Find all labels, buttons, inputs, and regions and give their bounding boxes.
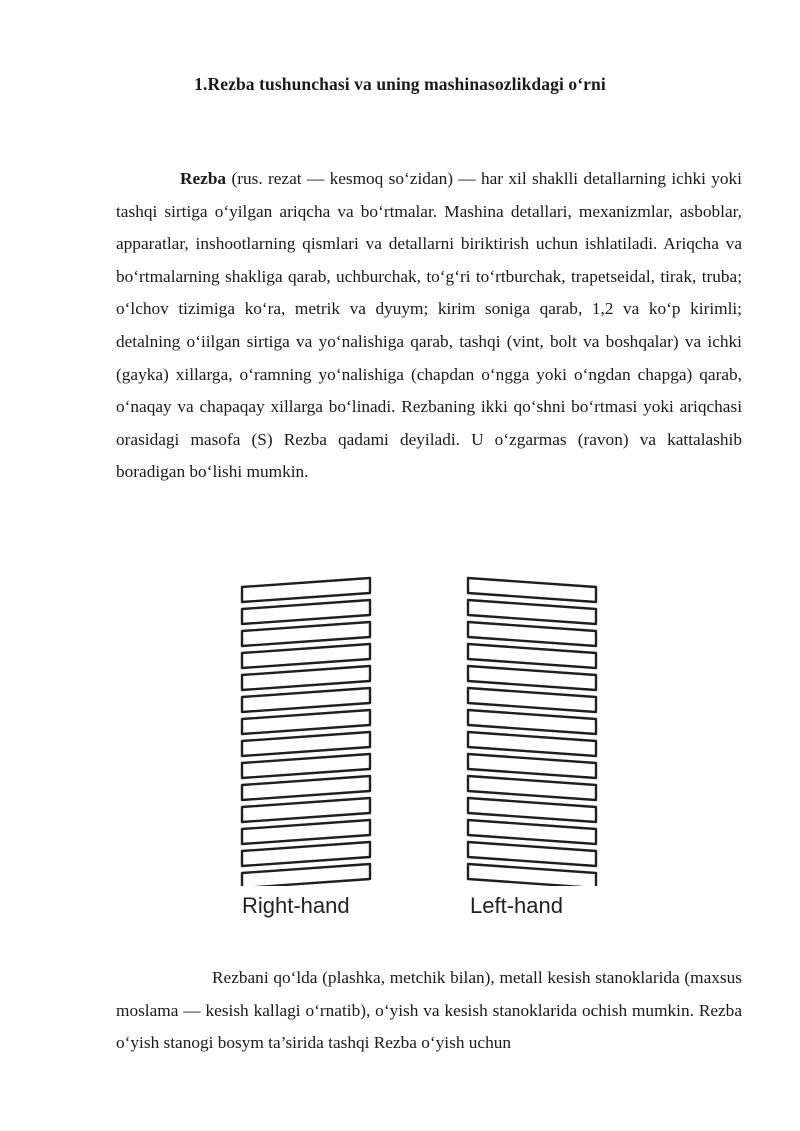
left-hand-thread	[468, 578, 596, 886]
thread-turn	[242, 732, 370, 756]
thread-handedness-figure	[230, 566, 620, 936]
thread-turn	[242, 864, 370, 886]
thread-turn	[242, 644, 370, 668]
thread-turn	[468, 710, 596, 734]
thread-turn	[468, 820, 596, 844]
thread-turn	[468, 754, 596, 778]
thread-turn	[468, 600, 596, 624]
page-title: 1.Rezba tushunchasi va uning mashinasozlikdagi o‘rni	[194, 74, 606, 94]
paragraph-body: (rus. rezat — kesmoq so‘zidan) — har xil shaklli detallarning ichki yoki tashqi sirtiga o‘yilgan ariqcha va bo‘rtmalar. Mashina detallari, mexanizmlar, asboblar, apparatlar, inshootlarning qismlari va detallarni biriktirish uchun ishlatiladi. Ariqcha va bo‘rtmalarning shakliga qarab, uchburchak, to‘g‘ri to‘rtburchak, trapetseidal, tirak, truba; o‘lchov tizimiga ko‘ra, metrik va dyuym; kirim soniga qarab, 1,2 va ko‘p kirimli; detalning o‘iilgan sirtiga va yo‘nalishiga qarab, tashqi (vint, bolt va boshqalar) va ichki (gayka) xillarga, o‘ramning yo‘nalishiga (chapdan o‘ngga yoki o‘ngdan chapga) qarab, o‘naqay va chapaqay xillarga bo‘linadi. Rezbaning ikki qo‘shni bo‘rtmasi yoki ariqchasi orasidagi masofa (S) Rezba qadami deyiladi. U o‘zgarmas (ravon) va kattalashib boradigan bo‘lishi mumkin.	[116, 169, 742, 482]
left-hand-caption: Left-hand	[470, 893, 563, 918]
right-hand-caption: Right-hand	[242, 893, 350, 918]
thread-turn	[242, 622, 370, 646]
thread-turn	[468, 578, 596, 602]
thread-turn	[242, 798, 370, 822]
thread-turn	[468, 666, 596, 690]
thread-turn	[242, 820, 370, 844]
thread-turn	[242, 666, 370, 690]
term-rezba: Rezba	[180, 169, 227, 188]
thread-turn	[242, 710, 370, 734]
paragraph-cutting-methods: Rezbani qo‘lda (plashka, metchik bilan), metall kesish stanoklarida (maxsus moslama — kesish kallagi o‘rnatib), o‘yish va kesish stanoklarida ochish mumkin. Rezba o‘yish stanogi bosym ta’sirida tashqi Rezba o‘yish uchun	[116, 968, 742, 1053]
thread-turn	[468, 732, 596, 756]
thread-turn	[242, 754, 370, 778]
thread-turn	[468, 864, 596, 886]
thread-turn	[468, 842, 596, 866]
right-hand-thread	[242, 578, 370, 886]
thread-turn	[242, 842, 370, 866]
thread-turn	[242, 776, 370, 800]
thread-turn	[242, 688, 370, 712]
thread-turn	[468, 798, 596, 822]
thread-turn	[242, 600, 370, 624]
thread-turn	[468, 622, 596, 646]
thread-illustration	[230, 566, 620, 886]
thread-turn	[468, 776, 596, 800]
paragraph-rezba-definition	[116, 163, 742, 489]
thread-turn	[468, 688, 596, 712]
thread-turn	[468, 644, 596, 668]
thread-turn	[242, 578, 370, 602]
